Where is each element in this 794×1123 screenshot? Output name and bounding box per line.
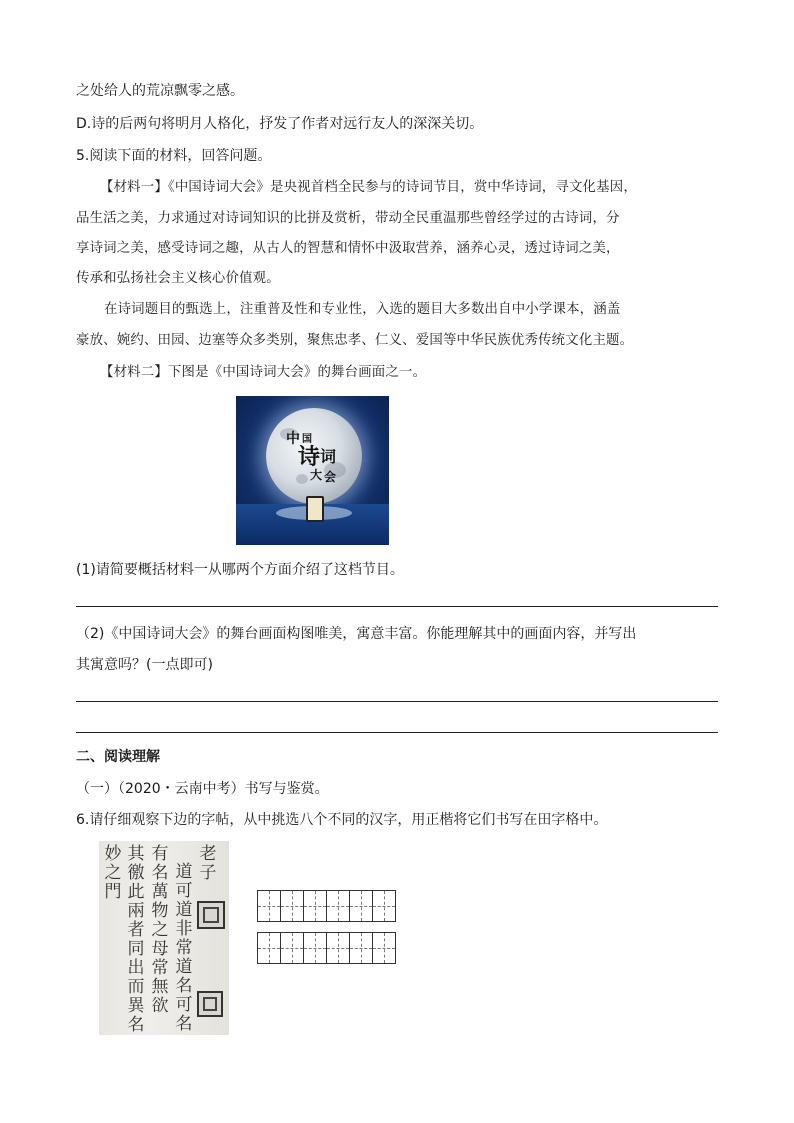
tianzi-cell[interactable]	[326, 932, 350, 964]
copybook-column: 道可道非常道名可名	[175, 862, 193, 1034]
material-2-line: 【材料二】下图是《中国诗词大会》的舞台画面之一。	[100, 365, 427, 380]
stage-image	[236, 396, 389, 545]
calligraphy-copybook-image	[99, 841, 229, 1035]
seal-stamp	[197, 991, 223, 1017]
tianzi-cell[interactable]	[372, 890, 396, 922]
copybook-column: 妙之門	[104, 844, 122, 902]
question-5-2: （2)《中国诗词大会》的舞台画面构图唯美，寓意丰富。你能理解其中的画面内容，并写出	[76, 626, 637, 642]
question-5-1: (1)请简要概括材料一从哪两个方面介绍了这档节目。	[76, 562, 404, 578]
material-1-line: 品生活之美，力求通过对诗词知识的比拼及赏析，带动全民重温那些曾经学过的古诗词，分	[76, 211, 620, 226]
seal-stamp	[197, 901, 225, 929]
text-line: 之处给人的荒凉飘零之感。	[76, 83, 244, 99]
copybook-column: 其徼此兩者同出而異名	[127, 844, 145, 1035]
answer-line[interactable]	[76, 606, 718, 607]
show-logo: 中 国 诗 词 大 会	[286, 431, 337, 484]
tianzi-cell[interactable]	[326, 890, 350, 922]
answer-line[interactable]	[76, 701, 718, 702]
tianzi-cell[interactable]	[257, 932, 281, 964]
material-1-line: 传承和弘扬社会主义核心价值观。	[76, 271, 280, 286]
tianzi-cell[interactable]	[349, 932, 373, 964]
copybook-column: 老子	[199, 844, 217, 883]
tianzi-cell[interactable]	[303, 932, 327, 964]
tianzi-cell[interactable]	[349, 890, 373, 922]
material-1-line: 豪放、婉约、田园、边塞等众多类别，聚焦忠孝、仁义、爱国等中华民族优秀传统文化主题。	[76, 333, 634, 348]
tianzi-grid-row[interactable]	[258, 890, 396, 922]
question-5-2-cont: 其寓意吗？(一点即可)	[76, 657, 213, 673]
tianzi-cell[interactable]	[303, 890, 327, 922]
option-d: D.诗的后两句将明月人格化，抒发了作者对远行友人的深深关切。	[76, 116, 484, 132]
section-heading: 二、阅读理解	[76, 749, 160, 765]
lantern-graphic	[306, 496, 324, 522]
material-1-line: 【材料一】《中国诗词大会》是央视首档全民参与的诗词节目，赏中华诗词，寻文化基因，	[100, 180, 637, 195]
answer-line[interactable]	[76, 732, 718, 733]
copybook-column: 有名萬物之母常無欲	[151, 844, 169, 1016]
tianzi-cell[interactable]	[372, 932, 396, 964]
tianzi-cell[interactable]	[280, 932, 304, 964]
question-5-title: 5.阅读下面的材料，回答问题。	[76, 148, 272, 164]
material-1-line: 在诗词题目的甄选上，注重普及性和专业性，入选的题目大多数出自中小学课本，涵盖	[104, 302, 621, 317]
tianzi-grid-row[interactable]	[258, 932, 396, 964]
question-6: 6.请仔细观察下边的字帖，从中挑选八个不同的汉字，用正楷将它们书写在田字格中。	[76, 812, 608, 828]
tianzi-cell[interactable]	[257, 890, 281, 922]
tianzi-cell[interactable]	[280, 890, 304, 922]
subsection-heading: （一）（2020・云南中考）书写与鉴赏。	[76, 781, 329, 797]
material-1-line: 享诗词之美，感受诗词之趣，从古人的智慧和情怀中汲取营养，涵养心灵，透过诗词之美，	[76, 241, 620, 256]
